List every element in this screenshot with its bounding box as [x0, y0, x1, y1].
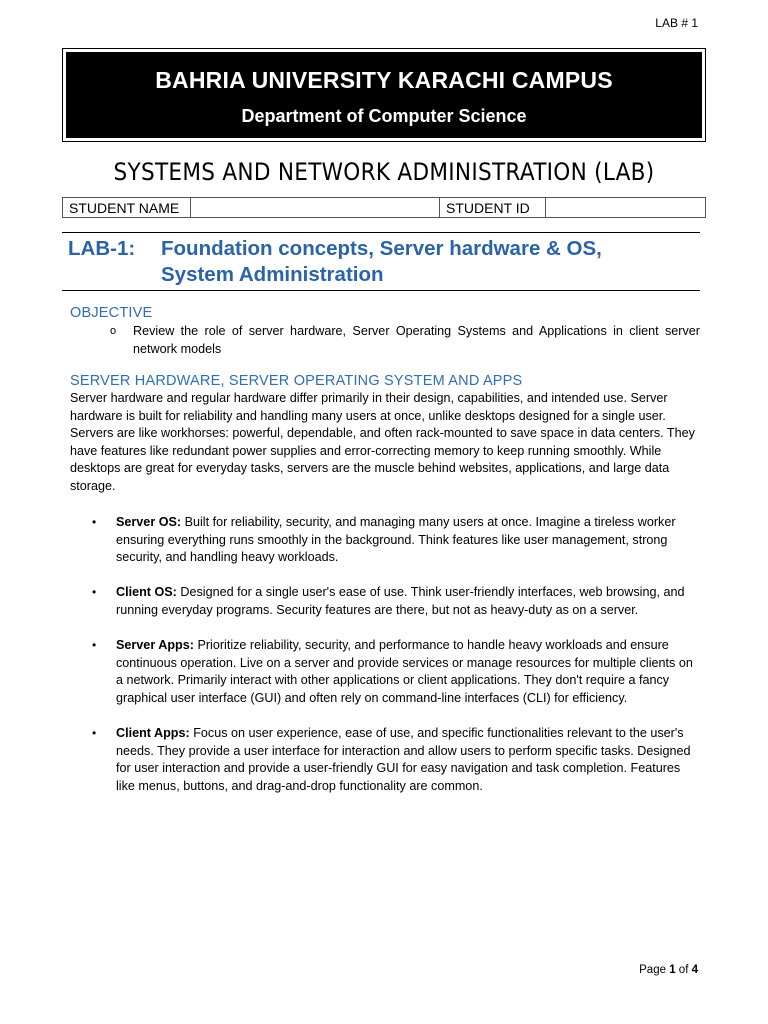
bullet-dot-icon: •	[92, 726, 97, 741]
total-pages: 4	[691, 964, 698, 976]
bullet-dot-icon: •	[92, 585, 97, 600]
bullet-list	[92, 514, 702, 813]
list-item	[92, 725, 702, 795]
list-item-text	[116, 584, 702, 619]
section-paragraph: Server hardware and regular hardware differ primarily in their design, capabilities, and intended use. Server hardware is built for reliability and handling many users at once, unlike desktops designed for a single user. Servers are like workhorses: powerful, dependable, and often rack-mounted to save space in data centers. They have features like redundant power supplies and error-correcting memory to keep running smoothly. While desktops are great for everyday tasks, servers are the muscle behind websites, applications, and large data storage.	[70, 391, 695, 493]
current-page: 1	[669, 964, 676, 976]
objective-bullet-icon: o	[110, 325, 117, 337]
student-name-label: STUDENT NAME	[63, 198, 191, 218]
list-item-term: Server OS:	[116, 515, 182, 529]
student-name-field[interactable]	[191, 198, 440, 218]
lab-title-line-1: Foundation concepts, Server hardware & OS,	[161, 237, 602, 260]
header-banner	[62, 48, 706, 142]
list-item-text	[116, 514, 702, 567]
university-name: BAHRIA UNIVERSITY KARACHI CAMPUS	[155, 67, 613, 93]
header-banner-inner	[66, 52, 702, 138]
page-word: Page	[639, 964, 666, 976]
list-item	[92, 514, 702, 567]
list-item-term: Client Apps:	[116, 726, 190, 741]
lab-title-text	[161, 236, 602, 288]
list-item-desc: Designed for a single user's ease of use. Think user-friendly interfaces, web browsing, and running everyday programs. Security features are there, but not as heavy-duty as on a server.	[116, 585, 685, 617]
list-item-term: Server Apps:	[116, 638, 194, 653]
list-item-text	[116, 637, 702, 707]
lab-title-number: LAB-1:	[68, 237, 136, 260]
student-id-field[interactable]	[546, 198, 706, 218]
student-id-label: STUDENT ID	[440, 198, 546, 218]
list-item	[92, 637, 702, 707]
list-item-text	[116, 725, 702, 795]
objective-item	[110, 323, 700, 358]
list-item-term: Client OS:	[116, 585, 177, 600]
list-item-desc: Built for reliability, security, and managing many users at once. Imagine a tireless worker ensuring everything runs smoothly in the background. Think features like user management, strong security, and handling heavy workloads.	[116, 515, 676, 565]
section-heading: SERVER HARDWARE, SERVER OPERATING SYSTEM AND APPS	[70, 373, 523, 389]
bullet-dot-icon: •	[92, 638, 97, 653]
list-item-desc: Focus on user experience, ease of use, and specific functionalities relevant to the user's needs. They provide a user interface for interaction and allow users to perform specific tasks. Designed for user interaction and provide a user-friendly GUI for easy navigation and task completion. Features like menus, buttons, and drag-and-drop functionality are common.	[116, 726, 691, 793]
bullet-dot-icon: •	[92, 515, 97, 529]
objective-heading: OBJECTIVE	[70, 305, 153, 321]
page-footer	[639, 964, 698, 976]
lab-title	[68, 236, 700, 288]
lab-title-block	[62, 232, 700, 291]
of-word: of	[678, 964, 689, 976]
list-item	[92, 584, 702, 619]
list-item-desc: Prioritize reliability, security, and performance to handle heavy workloads and ensure continuous operation. Live on a server and provide services or manage resources for multiple clients on a network. Primarily interact with other applications or client applications. They don't require a fancy graphical user interface (GUI) and often rely on command-line interfaces (CLI) for efficiency.	[116, 638, 693, 705]
lab-title-line-2: System Administration	[161, 263, 384, 286]
department-name: Department of Computer Science	[241, 106, 527, 126]
lab-number: LAB # 1	[655, 16, 698, 30]
student-info-table	[62, 197, 706, 218]
objective-item-text: Review the role of server hardware, Server Operating Systems and Applications in client server network models	[133, 324, 700, 356]
course-title: SYSTEMS AND NETWORK ADMINISTRATION (LAB)	[113, 158, 655, 186]
